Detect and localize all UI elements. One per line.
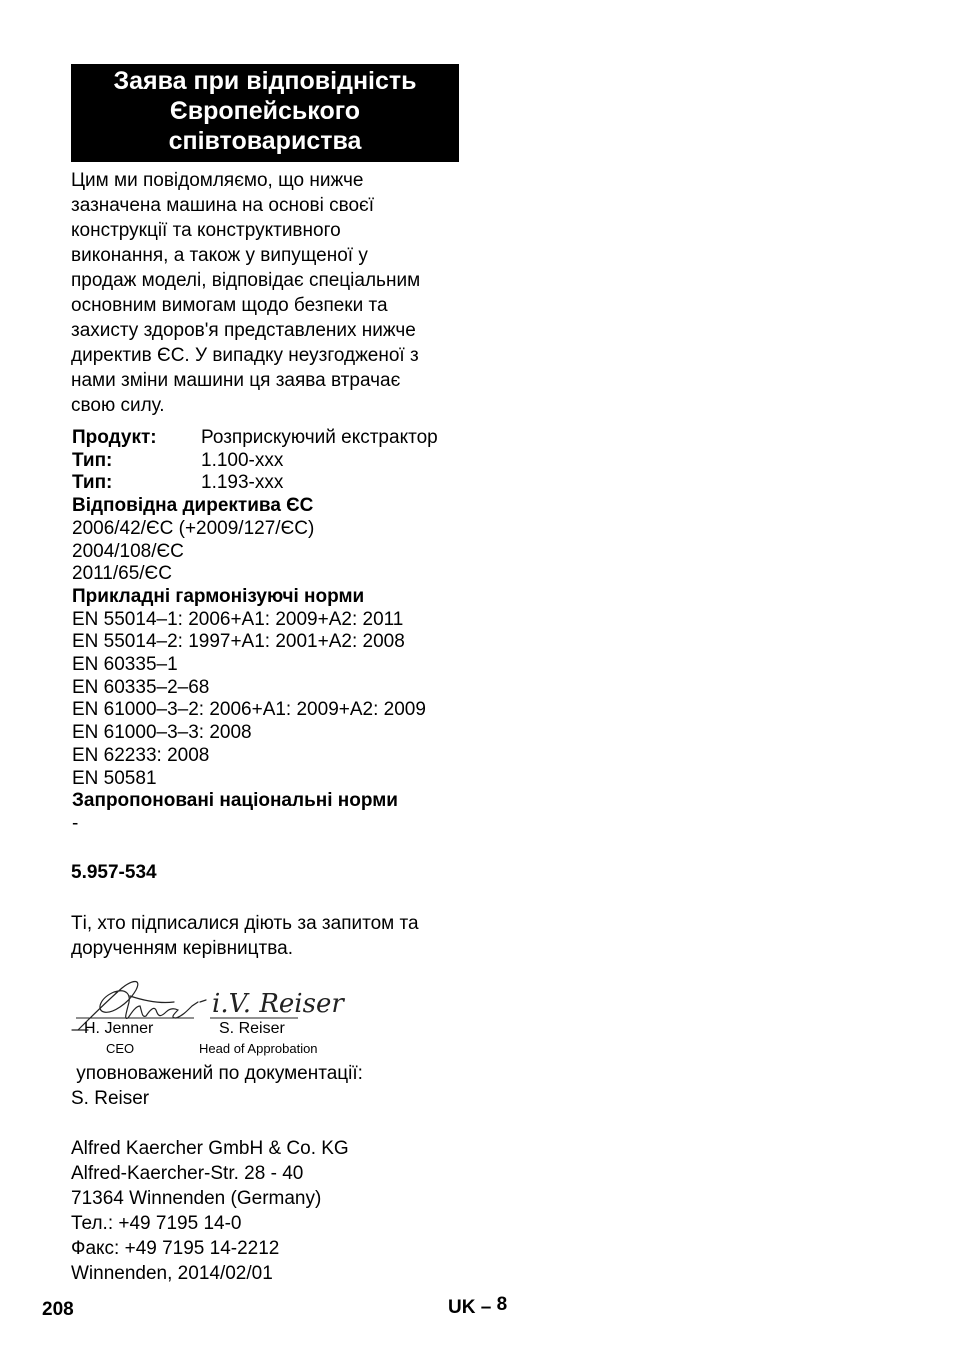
title-line-3: співтовариства — [168, 127, 362, 155]
signature-area — [70, 966, 370, 1066]
intro-paragraph — [71, 168, 471, 418]
signer-right-name: S. Reiser — [219, 1020, 285, 1037]
national-value: - — [72, 812, 79, 834]
company-address — [71, 1136, 349, 1286]
intro-line: зазначена машина на основі своєї — [71, 195, 375, 216]
intro-line: захисту здоров'я представлених нижче — [71, 320, 416, 341]
language-page-number: 8 — [496, 1294, 508, 1315]
signer-right-role: Head of Approbation — [199, 1041, 318, 1056]
product-row — [72, 427, 472, 450]
address-line: 71364 Winnenden (Germany) — [71, 1188, 322, 1209]
harmonized-item: EN 62233: 2008 — [72, 744, 210, 766]
harmonized-item: EN 61000–3–3: 2008 — [72, 722, 252, 744]
harmonized-item: EN 60335–1 — [72, 654, 178, 676]
intro-line: Цим ми повідомляємо, що нижче — [71, 170, 364, 191]
signer-left-name: H. Jenner — [84, 1020, 154, 1037]
directive-item: 2006/42/ЄС (+2009/127/ЄС) — [72, 517, 315, 539]
directives-heading: Відповідна директива ЄС — [72, 495, 314, 517]
intro-line: продаж моделі, відповідає спеціальним — [71, 270, 421, 291]
specification-block — [72, 427, 472, 836]
type-row — [72, 472, 472, 495]
authorized-line — [71, 1061, 363, 1086]
intro-line: конструкції та конструктивного — [71, 220, 341, 241]
type-value: 1.193-xxx — [201, 472, 284, 494]
type-value: 1.100-xxx — [201, 449, 284, 471]
signatories-line: Ті, хто підписалися діють за запитом та — [71, 913, 419, 934]
type-label: Тип: — [72, 472, 113, 494]
address-line: Alfred-Kaercher-Str. 28 - 40 — [71, 1163, 304, 1184]
harmonized-item: EN 55014–1: 2006+A1: 2009+A2: 2011 — [72, 608, 404, 630]
intro-line: нами зміни машини ця заява втрачає — [71, 370, 401, 391]
language-page-label — [448, 1294, 508, 1319]
type-row — [72, 450, 472, 473]
title-line-2: Європейського — [169, 97, 361, 125]
title-line-1: Заява при відповідність — [113, 67, 417, 95]
intro-line: свою силу. — [71, 395, 165, 416]
type-label: Тип: — [72, 449, 113, 471]
document-number: 5.957-534 — [71, 862, 157, 883]
national-heading: Запропоновані національні норми — [72, 790, 398, 812]
directive-item: 2004/108/ЄС — [72, 540, 184, 562]
address-line: Факс: +49 7195 14-2212 — [71, 1238, 280, 1259]
authorized-name: S. Reiser — [71, 1088, 150, 1109]
address-line: Winnenden, 2014/02/01 — [71, 1263, 273, 1284]
harmonized-item: EN 55014–2: 1997+A1: 2001+A2: 2008 — [72, 631, 405, 653]
intro-line: виконання, а також у випущеної у — [71, 245, 368, 266]
harmonized-item: EN 60335–2–68 — [72, 676, 210, 698]
signer-left-role: CEO — [106, 1041, 135, 1056]
signatories-note — [71, 911, 419, 961]
product-label: Продукт: — [72, 427, 157, 448]
address-line: Тел.: +49 7195 14-0 — [71, 1213, 242, 1234]
directive-item: 2011/65/ЄС — [72, 563, 172, 585]
page-number: 208 — [42, 1299, 74, 1320]
harmonized-heading: Прикладні гармонізуючі норми — [72, 585, 365, 607]
right-signature-handwriting: i.V. Reiser — [212, 989, 344, 1019]
signatories-line: дорученням керівництва. — [71, 938, 293, 959]
intro-line: директив ЄС. У випадку неузгодженої з — [71, 345, 419, 366]
harmonized-item: EN 61000–3–2: 2006+A1: 2009+A2: 2009 — [72, 699, 426, 721]
product-value: Розприскуючий екстрактор — [201, 427, 438, 448]
address-line: Alfred Kaercher GmbH & Co. KG — [71, 1138, 349, 1159]
declaration-title — [71, 64, 459, 162]
harmonized-item: EN 50581 — [72, 767, 157, 789]
authorized-person — [71, 1061, 363, 1111]
language-code: UK – — [448, 1297, 492, 1318]
authorized-label: уповноважений по документації: — [76, 1063, 363, 1084]
intro-line: основним вимогам щодо безпеки та — [71, 295, 388, 316]
